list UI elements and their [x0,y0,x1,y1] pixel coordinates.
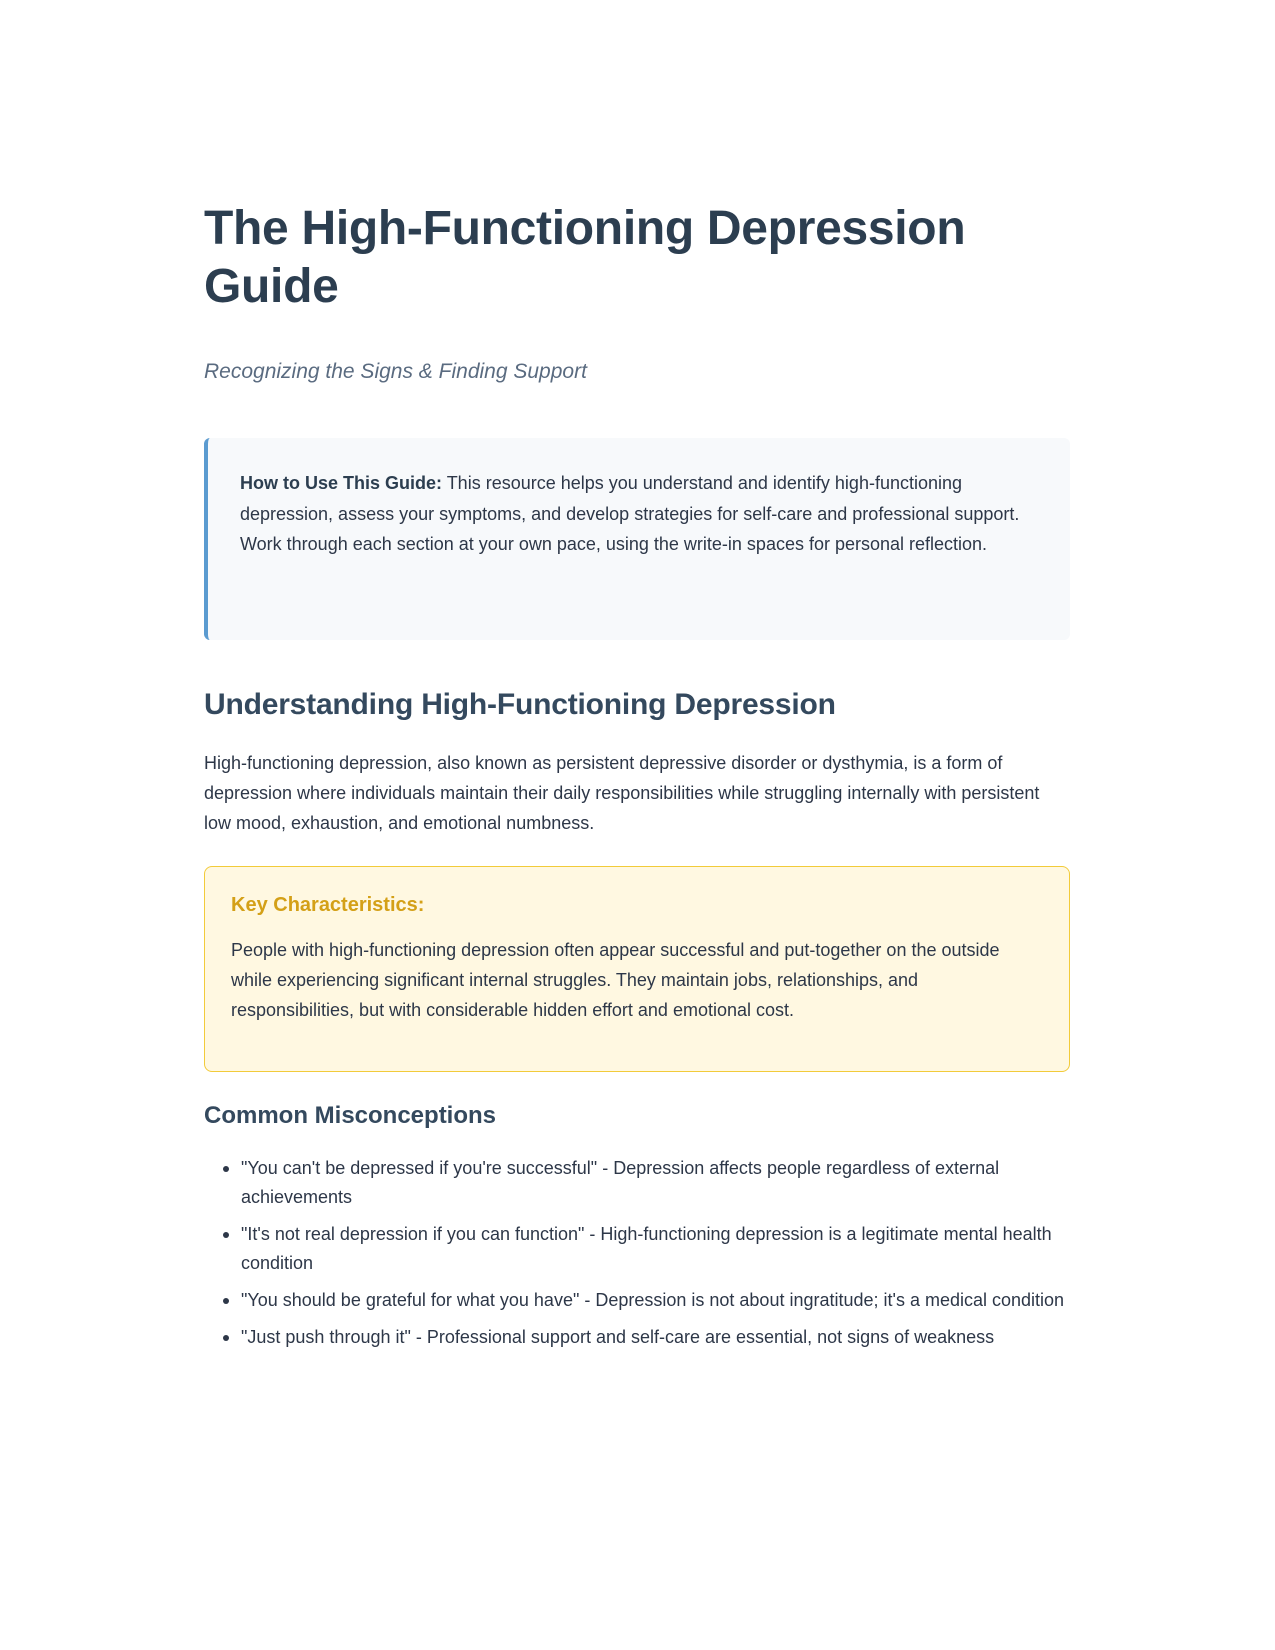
bullet-icon [223,1335,229,1341]
misconceptions-list [204,1154,1070,1352]
how-to-use-body: This resource helps you understand and identify high-functioning depression, assess your symptoms, and develop strategies for self-care and professional support. Work through each section at your own pace, using the write-in spaces for personal reflection. [240,473,1020,554]
list-item-text: "You can't be depressed if you're successful" - Depression affects people regardless of external achievements [241,1158,1000,1207]
page-title: The High-Functioning Depression Guide [204,202,966,313]
page-subtitle: Recognizing the Signs & Finding Support [204,360,587,383]
how-to-use-callout [204,438,1070,640]
bullet-icon [223,1166,229,1172]
bullet-icon [223,1298,229,1304]
list-item [204,1286,1070,1315]
bullet-icon [223,1232,229,1238]
document-page [204,200,1070,1360]
how-to-use-text [240,468,1034,560]
section-heading-misconceptions: Common Misconceptions [204,1102,497,1129]
list-item [204,1154,1070,1212]
list-item-text: "You should be grateful for what you have" - Depression is not about ingratitude; it's a medical condition [241,1290,1065,1310]
key-characteristics-title: Key Characteristics: [231,894,425,916]
understanding-paragraph: High-functioning depression, also known as persistent depressive disorder or dysthymia, is a form of depression where individuals maintain their daily responsibilities while struggling internally with persistent low mood, exhaustion, and emotional numbness. [204,753,1040,833]
list-item-text: "It's not real depression if you can function" - High-functioning depression is a legitimate mental health condition [241,1224,1052,1273]
list-item [204,1323,1070,1352]
section-heading-understanding: Understanding High-Functioning Depression [204,688,836,721]
list-item [204,1220,1070,1278]
key-characteristics-callout [204,866,1070,1072]
list-item-text: "Just push through it" - Professional support and self-care are essential, not signs of weakness [241,1327,995,1347]
key-characteristics-text: People with high-functioning depression often appear successful and put-together on the outside while experiencing significant internal struggles. They maintain jobs, relationships, and responsibilities, but with considerable hidden effort and emotional cost. [231,940,1000,1020]
how-to-use-lead: How to Use This Guide: [240,473,443,493]
